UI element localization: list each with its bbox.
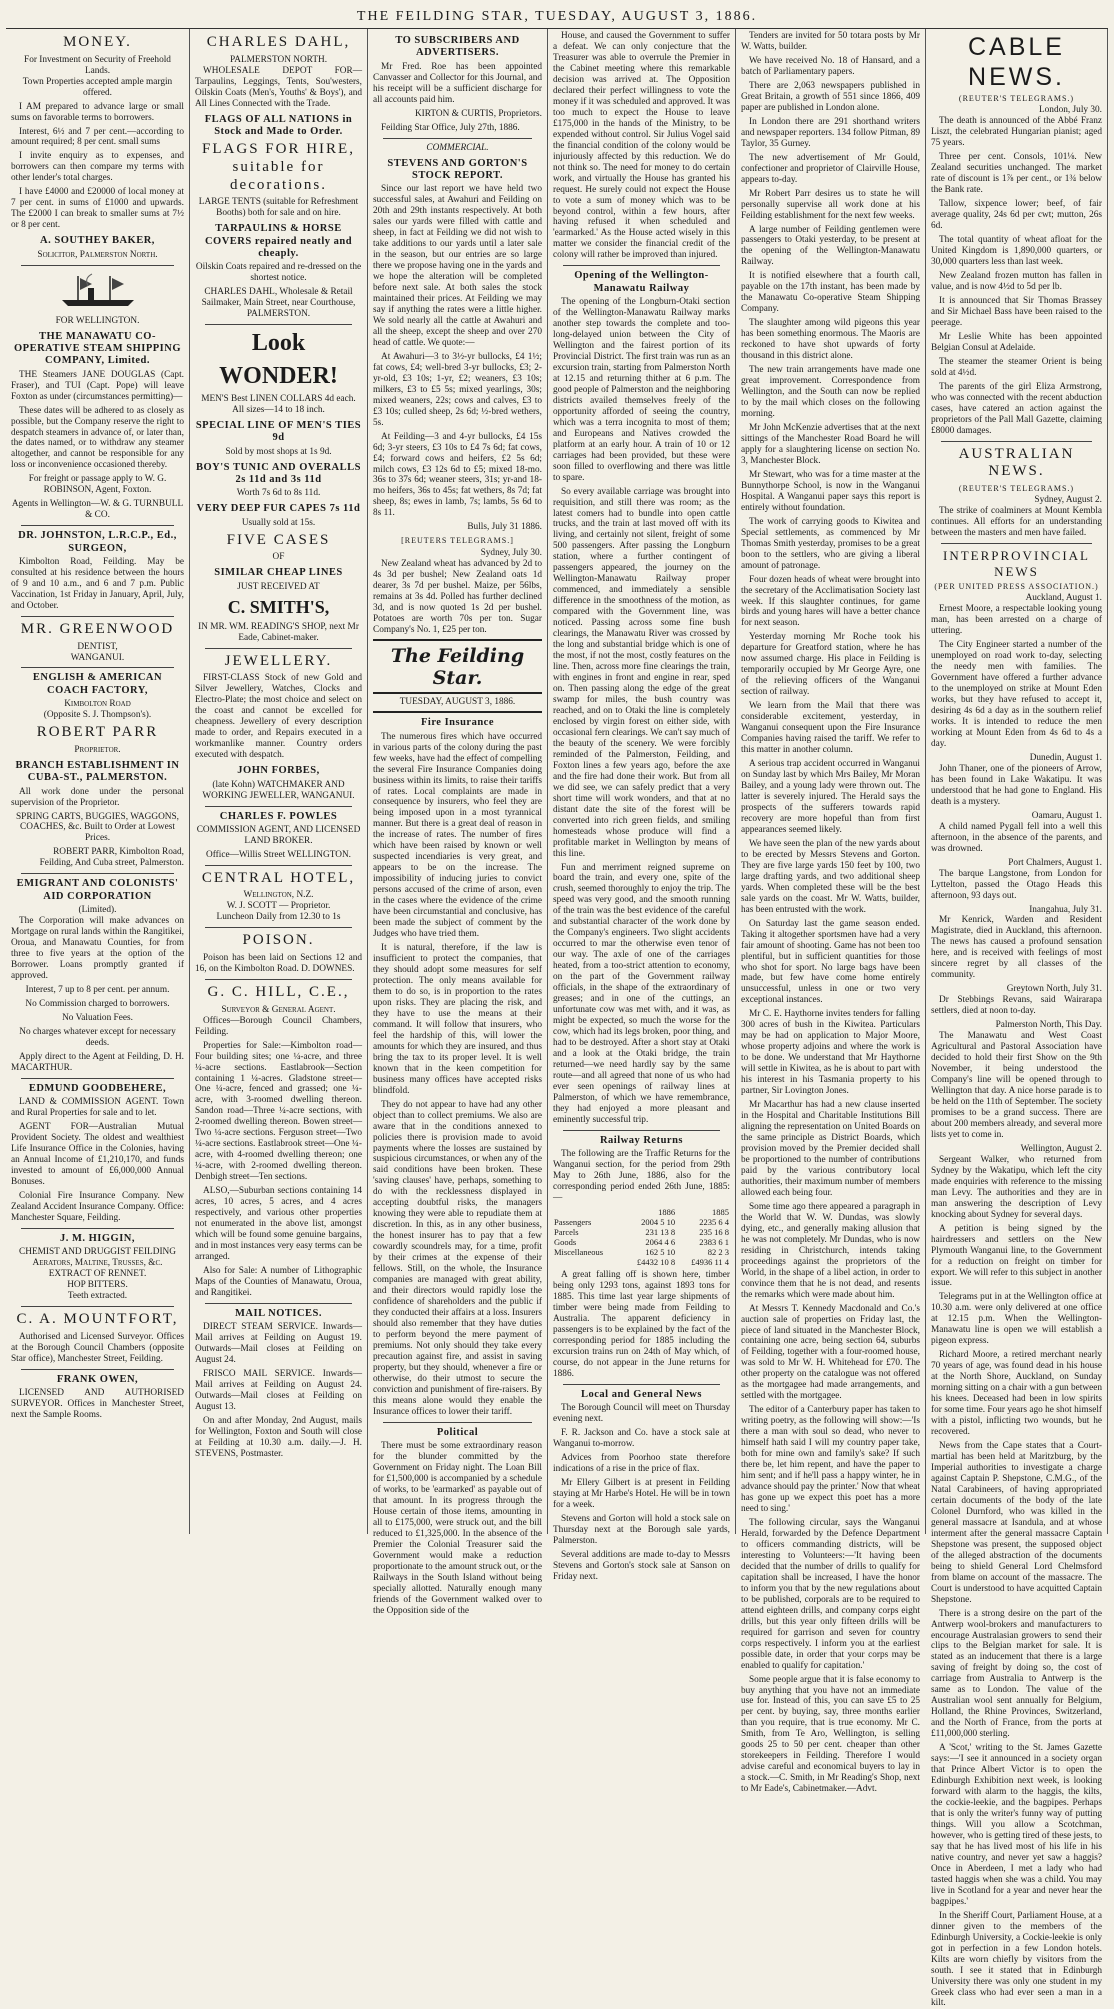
money-heading: MONEY. bbox=[63, 34, 132, 50]
table-row: Passengers 2004 5 10 2235 6 4 bbox=[554, 1216, 729, 1227]
news-para: We have received No. 18 of Hansard, and a batch of Parliamentary papers. bbox=[741, 55, 920, 77]
flags-hire: FLAGS FOR HIRE, suitable for decorations. bbox=[202, 141, 355, 193]
dahl-sub: PALMERSTON NORTH. bbox=[229, 54, 328, 65]
higgin-line-2: EXTRACT OF RENNET. bbox=[48, 1269, 147, 1279]
news-para: Mr Robert Parr desires us to state he will personally supervise all work done at his Feilding establishment for the next few weeks. bbox=[741, 188, 920, 221]
sydney-line: Sydney, July 30. bbox=[480, 547, 542, 558]
news-para: The work of carrying goods to Kiwitea and Special settlements, as commenced by Mr Thomas Smith yesterday, promises to be a great boon to the settlers, who are giving a liberal amount of patronage. bbox=[741, 516, 920, 571]
political-continued: House, and caused the Government to suffer a defeat. We can only conjecture that the Treasurer was able to overrule the Premier in the Cabinet meeting where this remarkable decision was arrived at. The Opposition declared their perfect willingness to vote the money if it was scheduled and approved. It was too much to expect the House to leave £175,000 in the hands of the Ministry, to be expended without control. Sir Julius Vogel said the financial condition of the colony would be injuriously affected by this reduction. We do not think so. The need for money to do certain work, and virtually the House has granted his request. He surely could not expect the House to vote a sum of money which was to be beyond control, within a few hours, after having refused it when scheduled and 'earmarked.' As the House acted wisely in this matter we consider the financial credit of the colony will rather be improved than injured. bbox=[553, 31, 730, 261]
local-para-3: Advices from Poorhoo state therefore indications of a rise in the price of flax. bbox=[553, 1453, 730, 1474]
poison-heading: POISON. bbox=[242, 932, 315, 949]
australian-para: The strike of coalminers at Mount Kembla continues. All efforts for an understanding between the masters and men have failed. bbox=[931, 506, 1102, 539]
returns-para: The following are the Traffic Returns for the Wanganui section, for the period from 29th May to 26th June, 1886, also for the corresponding period ended 26th June, 1885:— bbox=[553, 1149, 730, 1203]
dateline: Inangahua, July 31. bbox=[1029, 904, 1102, 915]
news-para: The new advertisement of Mr Gould, confectioner and proprietor of Clairville House, appears to-day. bbox=[741, 152, 920, 185]
johnston-heading: DR. JOHNSTON, L.R.C.P., Ed., SURGEON, bbox=[18, 530, 177, 554]
oilskin-line: Oilskin Coats repaired and re-dressed on the shortest notice. bbox=[195, 262, 362, 284]
emigrant-para-6: Apply direct to the Agent at Feilding, D. H. MACARTHUR. bbox=[11, 1051, 184, 1073]
australian-news-heading: AUSTRALIAN NEWS. bbox=[958, 445, 1075, 480]
parr-heading: ROBERT PARR bbox=[36, 724, 159, 741]
news-para: Mr John McKenzie advertises that at the next sittings of the Manchester Road Board he will apply for a slaughtering license on section No. 3, Manchester Block. bbox=[741, 422, 920, 466]
cable-news-heading: CABLE NEWS. bbox=[968, 33, 1065, 91]
table-year-1: 1886 bbox=[658, 1206, 676, 1217]
stock-para-3: At Feilding—3 and 4-yr bullocks, £4 15s 6d; 3-yr steers, £3 10s to £4 7s 6d; fat cows, £4; forward cows and heifers, £2 5s 6d; milch cows, £3 12s 6d to £5; mixed 18-mo. 36s to 37s 6d; weaner steers, 31s; yr-and 18-mo heifers, 36s to 45s; fat wethers, 8s 7d; fat sheep, 8s; ewes in lamb, 7s; lambs, 5s 6d to 8s 11. bbox=[373, 431, 542, 519]
money-para-1: I AM prepared to advance large or small sums on favorable terms to borrowers. bbox=[11, 101, 184, 123]
political-heading: Political bbox=[436, 1426, 479, 1438]
column-2 bbox=[190, 29, 368, 1534]
table-total-row bbox=[553, 1257, 730, 1267]
jewellery-para: FIRST-CLASS Stock of new Gold and Silver Jewellery, Watches, Clocks and Electro-Plate; the most choice and select on the coast and cannot be excelled for cheapness. Jewellery of every description made to order, and Repairs executed in a workmanlike manner. Country orders executed with despatch. bbox=[195, 673, 362, 761]
fire-para-3: They do not appear to have had any other object than to collect premiums. We also are aware that in the conditions annexed to policies there is provision made to avoid payments where the losses are sustained by suspicious circumstances, or when any of the said conditions have been broken. These 'saving clauses' have, perhaps, something to do with the recklessness displayed in accepting doubtful risks, the managers knowing they were able to repudiate them at discretion. In this, as in any other business, the honest insurer has to pay that a few cowardly scoundrels may, for a time, profit by their crimes at the expense of their fellows. Still, on the whole, the Insurance companies are managed with great ability, and their directors would rapidly lose the confidence of shareholders and the public if they conducted their affairs at a loss. Insurers should also remember that they have duties to perform beyond the mere payment of premiums. Not only should they take every precaution against fire, and assist in saving property, but they should, whenever a fire or otherwise, do their utmost to secure the conviction and punishment of fire-raisers. By this means alone would they enable the Insurance offices to lower their tariff. bbox=[373, 1099, 542, 1417]
for-wellington: FOR WELLINGTON. bbox=[55, 315, 140, 326]
branch-para-1: All work done under the personal supervision of the Proprietor. bbox=[11, 786, 184, 808]
greenwood-sub: DENTIST, bbox=[77, 641, 118, 652]
dateline: Dunedin, August 1. bbox=[1029, 752, 1102, 763]
inter-para: Mr Kenrick, Warden and Resident Magistrate, died in Auckland, this afternoon. The news has caused a profound sensation here, and is received with feelings of most sincere regret by all classes of the community. bbox=[931, 915, 1102, 981]
local-para-1: The Borough Council will meet on Thursday evening next. bbox=[553, 1403, 730, 1425]
press-label: (PER UNITED PRESS ASSOCIATION.) bbox=[934, 581, 1099, 591]
central-hotel-prop: W. J. SCOTT — Proprietor. bbox=[226, 901, 331, 912]
news-para: Mr C. E. Haythorne invites tenders for falling 300 acres of bush in the Kiwitea. Particulars may be had on application to Major Moore, whose property adjoins and where the work is to be done. We understand that Mr Haythorne will settle in Kiwitea, as he is about to part with his interest in his Tasmania property to his partner, Sir Lovington Jones. bbox=[741, 1009, 920, 1097]
inter-para: A child named Pygall fell into a well this afternoon, in the absence of the parents, and was drowned. bbox=[931, 821, 1102, 854]
traffic-table bbox=[553, 1207, 730, 1267]
railway-returns-heading: Railway Returns bbox=[599, 1134, 684, 1146]
notice-heading: TO SUBSCRIBERS AND ADVERTISERS. bbox=[395, 35, 520, 59]
local-para-4: Mr Ellery Gilbert is at present in Feilding staying at Mr Harbe's Hotel. He will be in town for a week. bbox=[553, 1477, 730, 1510]
dateline: Port Chalmers, August 1. bbox=[1008, 857, 1102, 868]
cable-para: The death is announced of the Abbé Franz Liszt, the celebrated Hungarian pianist; aged 75 years. bbox=[931, 116, 1102, 149]
local-news-heading: Local and General News bbox=[581, 1388, 702, 1400]
also-para: ALSO,—Suburban sections containing 14 acres, 10 acres, 5 acres, and 4 acres respectively, and various other properties not enumerated in the above list, amongst which will be found some genuine bargains, and in most instances very easy terms can be arranged. bbox=[195, 1186, 362, 1263]
news-para: We learn from the Mail that there was considerable excitement, yesterday, in Wanganui consequent upon the Fire Insurance Companies having raised the tariff. We refer to this matter in another column. bbox=[741, 701, 920, 756]
owen-para: LICENSED AND AUTHORISED SURVEYOR. Offices in Manchester Street, next the Sample Rooms. bbox=[11, 1387, 184, 1420]
paper-date: TUESDAY, AUGUST 3, 1886. bbox=[399, 697, 516, 708]
news-para: The editor of a Canterbury paper has taken to writing poetry, as the following will show:—'Is there a man with soul so dead, who never to himself hath said I will my country paper take, both for mine own and family's sake? If such there be, let him repent, and have the paper to him sent; and if he'll pass a happy winter, he in advance should pay the printer.' Now that wheat has gone up we expect this poet has a more need to sing.' bbox=[741, 1405, 920, 1514]
greenwood-heading: MR. GREENWOOD bbox=[20, 620, 175, 637]
news-para: We have seen the plan of the new yards about to be erected by Messrs Stevens and Gorton. They are five large yards 150 feet by 100, two large drafting yards, and two additional sheep yards. When completed these will be the best sale yards on the coast. Mr W. Watts, builder, has been entrusted with the work. bbox=[741, 838, 920, 915]
forbes-heading: JOHN FORBES, bbox=[237, 765, 320, 777]
branch-signature: ROBERT PARR, Kimbolton Road, Feilding, And Cuba street, Palmerston. bbox=[39, 847, 184, 869]
goodbehere-para-1: LAND & COMMISSION AGENT. Town and Rural Properties for sale and to let. bbox=[11, 1097, 184, 1118]
parr-sub: Proprietor. bbox=[74, 744, 121, 755]
mountfort-heading: C. A. MOUNTFORT, bbox=[16, 1310, 179, 1327]
fire-para-2: It is natural, therefore, if the law is insufficient to protect the companies, that they should adopt some measures for self protection. The only means available for them to do so, is in proportion to the rates upon risks. They are placing the risk, and they have to use the means at their command. It will follow that insurers, who feel the hardship of this, will lower the amounts for which they are insured, and thus bring the tax to its proper level. It is well known that in the keen competition for business many offices have accepted risks blindfold. bbox=[373, 943, 542, 1096]
five-cases-sub: OF bbox=[272, 552, 285, 563]
inter-para: There is a strong desire on the part of the Antwerp wool-brokers and manufacturers to encourage Australasian growers to send their clips to the Belgian market for sale. It is stated as an inducement that there is a large saving of freight by doing so, the cost of carriage from Australia to Antwerp is the same as to London. The value of the Australian wool sent annually for Belgium, Holland, the Rhine Provinces, Switzerland, and the North of France, from the ports at £11,000,000 sterling. bbox=[931, 1608, 1102, 1740]
coach-sub-2: (Opposite S. J. Thompson's). bbox=[43, 710, 152, 721]
dateline: Wellington, August 2. bbox=[1020, 1143, 1102, 1154]
money-para-3: I invite enquiry as to expenses, and borrowers can then compare my terms with other lender's total charges. bbox=[11, 151, 184, 184]
coach-heading: ENGLISH & AMERICAN COACH FACTORY, bbox=[32, 672, 163, 696]
news-para: The following circular, says the Wanganui Herald, forwarded by the Defence Department to officers commanding districts, will be interesting to Volunteers:—'It having been decided that the number of drills to qualify for capitation shall be increased, I have the honor to inform you that by the new regulations about to be published, corporals are to be required to attend eighteen drills, and company corps eight drills, but this year only fifteen drills will be required for garrison and seven for country corps respectively. I inform you at the earliest possible date, in order that your corps may be enabled to qualify for capitation.' bbox=[741, 1517, 920, 1671]
goodbehere-heading: EDMUND GOODBEHERE, bbox=[28, 1082, 167, 1094]
inter-para: Dr Stebbings Revans, said Wairarapa settlers, died at noon to-day. bbox=[931, 995, 1102, 1017]
news-para: A large number of Feilding gentlemen were passengers to Otaki yesterday, to be present at the opening of the Wellington-Manawatu Railway. bbox=[741, 224, 920, 268]
notice-date: Feilding Star Office, July 27th, 1886. bbox=[381, 122, 520, 133]
mail-para-1: DIRECT STEAM SERVICE. Inwards—Mail arrives at Feilding on August 19. Outwards—Mail closes at Feilding on August 24. bbox=[195, 1322, 362, 1366]
masthead: THE FEILDING STAR, TUESDAY, AUGUST 3, 1886. bbox=[6, 6, 1108, 29]
political-para: There must be some extraordinary reason for the blunder committed by the Government on Friday night. The Loan Bill for £1,500,000 is accompanied by a schedule of works, to be 'earmarked' as payable out of that amount. In its progress through the House certain of those items, amounting in all to £175,000, were struck out, and the bill reduced to £1,325,000. In the absence of the Premier the Colonial Treasurer said the Government would make a reduction proportionate to the amount struck out, or the Railways in the South Island without being specially allotted. Naturally enough many friends of the Government walked over to the Opposition side of the bbox=[373, 1441, 542, 1616]
paper-title: The Feilding Star. bbox=[390, 644, 525, 689]
cable-para: Mr Leslie White has been appointed Belgian Consul at Adelaide. bbox=[931, 331, 1102, 353]
town-properties: Town Properties accepted ample margin offered. bbox=[22, 76, 173, 98]
reuters-label: [REUTERS TELEGRAMS.] bbox=[401, 536, 514, 546]
stock-report-heading: STEVENS AND GORTON'S STOCK REPORT. bbox=[387, 157, 528, 181]
smith-heading: C. SMITH'S, bbox=[227, 596, 330, 617]
dateline: Auckland, August 1. bbox=[1025, 593, 1102, 604]
table-year-2: 1885 bbox=[712, 1206, 729, 1217]
inter-para: News from the Cape states that a Court-martial has been held at Maritzburg, by the Imperial authorities to investigate a charge against Captain P. Shepstone, C.M.G., of the Natal Carabineers, of having appropriated certain documents of the body of the late Colonel Durnford, who was killed in the general massacre at Isandula, and at whose interment after the general massacre Captain Shepstone was present, the supposed object of the alleged abstraction of the documents being to shield General Lord Chelmsford from blame on account of the massacre. The Court is understood to have acquitted Captain Shepstone. bbox=[931, 1441, 1102, 1605]
overalls-line: BOY'S TUNIC AND OVERALLS 2s 11d and 3s 11d bbox=[196, 461, 361, 485]
dateline: Oamaru, August 1. bbox=[1031, 810, 1102, 821]
baker-sub: Solicitor, Palmerston North. bbox=[37, 249, 158, 260]
steamship-icon bbox=[58, 272, 138, 310]
news-para: The slaughter among wild pigeons this year has been something enormous. The Maoris are reckoned to have shot upwards of forty thousand in this district alone. bbox=[741, 318, 920, 362]
opening-para-3: Fun and merriment reigned supreme on board the train, and every one, spite of the crush, seemed thoroughly to enjoy the trip. The speed was very good, and the smooth running of the train was the best evidence of the careful and substantial character of the work done by the Company's engineers. Two slight accidents occurred to mar the otherwise even tenor of our way. The axle of one of the carriages heated, from a too-strict attention to economy, on the part of the Government railway officials, in the shape of the extraordinary of greases; and in one of the cuttings, an unfortunate cow was met with, and it was, as might be expected, so much the worse for the cow, which had its legs broken, poor thing, and had to be destroyed. After a short stay at Otaki and a look at the Otaki bridge, the train returned—we need hardly say by the same route—and all agreed that none of us who had ever seen openings of railway lines at Palmerston, of which we have remembrance, they had enjoyed a more pleasant and eminently successful trip. bbox=[553, 862, 730, 1125]
tents-heading: LARGE TENTS (suitable for Refreshment Booths) both for sale and on hire. bbox=[198, 197, 359, 219]
cable-para: It is announced that Sir Thomas Brassey and Sir Michael Bass have been raised to the peerage. bbox=[931, 295, 1102, 328]
manawatu-para-3: For freight or passage apply to W. G. ROBINSON, Agent, Foxton. bbox=[28, 474, 167, 496]
returns-para-2: A great falling off is shown here, timber being only 1293 tons, against 1893 tons for 1885. This time last year large shipments of timber were being made from Feilding to Australia. The apparent deficiency in passengers is to be explained by the fact of the corresponding period for 1885 including the excursion trains run on 24th of May which, of course, do not appear in the June returns for 1886. bbox=[553, 1270, 730, 1379]
powles-heading: CHARLES F. POWLES bbox=[219, 810, 338, 822]
powles-office: Office—Willis Street WELLINGTON. bbox=[206, 849, 351, 860]
central-hotel-sub: Wellington, N.Z. bbox=[243, 890, 314, 901]
mail-para-3: On and after Monday, 2nd August, mails for Wellington, Foxton and South will close at Feilding at 10.30 a.m. daily.—J. H. STEVENS, Postmaster. bbox=[195, 1416, 362, 1459]
mail-heading: MAIL NOTICES. bbox=[234, 1307, 323, 1319]
smith-address: IN MR. WM. READING'S SHOP, next Mr Eade, Cabinet-maker. bbox=[198, 621, 359, 643]
powles-sub: COMMISSION AGENT, AND LICENSED LAND BROKER. bbox=[196, 824, 361, 846]
similar-lines: SIMILAR CHEAP LINES bbox=[214, 567, 343, 579]
jewellery-heading: JEWELLERY. bbox=[224, 652, 333, 669]
collars-line: MEN'S Best LINEN COLLARS 4d each. All sizes—14 to 18 inch. bbox=[201, 393, 356, 415]
mountfort-para: Authorised and Licensed Surveyor. Offices at the Borough Council Chambers (opposite Star office), Manchester Street, Feilding. bbox=[11, 1331, 184, 1364]
news-para: Tenders are invited for 50 totara posts by Mr W. Watts, builder. bbox=[741, 31, 920, 52]
dateline: Sydney, August 2. bbox=[1034, 495, 1102, 506]
fire-insurance-heading: Fire Insurance bbox=[420, 717, 494, 729]
higgin-line-4: Teeth extracted. bbox=[67, 1290, 128, 1301]
notice-signature: KIRTON & CURTIS, Proprietors. bbox=[414, 108, 542, 119]
table-row: Miscellaneous 162 5 10 82 2 3 bbox=[554, 1247, 729, 1258]
stock-para-2: At Awahuri—3 to 3½-yr bullocks, £4 1½; fat cows, £4; well-bred 3-yr bullocks, £3; 2-yr-old, £3 10s; 1-yr, £2; weaners, £3 10s; milkers, £3 to £5 5s; mixed yearlings, 30s; mixed weaners, 22s; cows and calves, £3 to £3 10s; culled sheep, 2s 6d; ½-bred wethers, 5s. bbox=[373, 351, 542, 428]
central-hotel-lunch: Luncheon Daily from 12.30 to 1s bbox=[216, 912, 341, 923]
local-para-6: Several additions are made to-day to Messrs Stevens and Gorton's stock sale at Sanson on Friday next. bbox=[553, 1549, 730, 1582]
emigrant-heading: EMIGRANT AND COLONISTS' AID CORPORATION bbox=[16, 878, 179, 902]
table-total-b: £4936 11 4 bbox=[691, 1257, 729, 1268]
news-para: Yesterday morning Mr Roche took his departure for Greatford station, where he has now assumed charge. His place in Feilding is temporarily occupied by Mr George Ayre, one of the relieving officers of the Wanganui section of railway. bbox=[741, 632, 920, 698]
inter-para: Ernest Moore, a respectable looking young man, has been arrested on a charge of uttering. bbox=[931, 604, 1102, 637]
local-para-2: F. R. Jackson and Co. have a stock sale at Wanganui to-morrow. bbox=[553, 1428, 730, 1450]
inter-para: The barque Langstone, from London for Lyttelton, passed the Otago Heads this afternoon, 93 days out. bbox=[931, 868, 1102, 901]
inter-para: A 'Scot,' writing to the St. James Gazette says:—'I see it announced in a society organ that Prince Albert Victor is to open the Edinburgh Exhibition next week, is looking forward with alarm to the haggis, the kilts, the cockie-leekie, and the bagpipes. Perhaps that is only the writer's funny way of putting things. Will you allow a Scotchman, however, who is getting tired of these jests, to say that he has lived most of his life in his native country, and never yet saw a haggis? Once in Aberdeen, I met a lady who had tasted haggis when she was a child. You may live in Scotland for a year and never hear the bagpipes.' bbox=[931, 1743, 1102, 1907]
local-para-5: Stevens and Gorton will hold a stock sale on Thursday next at the Borough sale yards, Palmerston. bbox=[553, 1513, 730, 1546]
opening-para-2: So every available carriage was brought into requisition, and still there was room; as the latest comers had to bundle into open cattle trucks, and the train at last moved off with its living, and certainly not silent, freight of some 500 passengers. After passing the Longburn station, where a further contingent of passengers appeared, the journey on the Wellington-Manawatu Railway proper commenced, and immediately a sensible difference in the smoothness of the motion, as compared with the Government line, was noticed. Passing across some fine bush clearings, the Manawatu River was crossed by the long and substantial bridge which is one of the most, if not the most, costly features on the line. Then, across more fine clearings the train, with engines in front and engine in rear, sped on. Then passing along the edge of the great swamp for miles, the bush country was reached, and on to Otaki the line is completely enclosed by virgin forest on either side, with occasional fern clearings. We can't say much of the beauty of the scenery. We were forcibly reminded of the Palmerston, Feilding, and Foxton lines a few years ago, before the axe and the fire had done their work. But from all we did see, we can safely predict that a very short time will work wonders, and that at no distant date the site of the forest will be converted into rich green fields, and smiling homesteads whose produce will find a profitable market in Wellington by means of this line. bbox=[553, 486, 730, 859]
money-para-2: Interest, 6½ and 7 per cent.—according to amount required; 8 per cent. small sums bbox=[11, 126, 184, 148]
table-total-a: £4432 10 8 bbox=[636, 1257, 676, 1268]
coach-sub: Kimbolton Road bbox=[64, 699, 131, 710]
goodbehere-para-2: AGENT FOR—Australian Mutual Provident Society. The oldest and wealthiest Life Insurance Office in the Colonies, having an Annual Income of £1,210,170, and funds invested to amount of £6,000,000 Annual Bonuses. bbox=[11, 1121, 184, 1187]
emigrant-para-3: No Commission charged to borrowers. bbox=[25, 998, 170, 1009]
hill-para: Properties for Sale:—Kimbolton road—Four building sites; one ¼-acre, and three ¼-acre sections. Eastlabrook—Section containing 1 ¼-acres. Gladstone street—One ¼-acre, fenced and grassed; one ¼-acre, with 3-roomed dwelling thereon. Sandon road—Three ¼-acre sections, with 2-roomed dwelling thereon. Bowen street—Two ¼-acre sections. Ferguson street—Two ¼-acre sections. Eastlabrook street—One ¼-acre, with 4-roomed dwelling thereon; one ¼-acre, with 2-roomed dwelling thereon. Denbigh street—Ten sections. bbox=[195, 1040, 362, 1183]
money-intro: For Investment on Security of Freehold Lands. bbox=[24, 54, 171, 76]
dateline: London, July 30. bbox=[1038, 105, 1102, 116]
capes-sub: Usually sold at 15s. bbox=[241, 517, 316, 528]
reuters-label: (REUTER'S TELEGRAMS.) bbox=[958, 94, 1075, 103]
inter-para: The City Engineer started a number of the unemployed on road work to-day, selecting the needy men with families. The Government have offered a further advance to the unemployed on strike at Mount Eden works, but they have refused to accept it, desiring 4s 6d a day as in the southern relief works. It is intended to reduce the men working at Mount Eden from 4s 6d to 4s a day. bbox=[931, 640, 1102, 749]
higgin-line-1: Aerators, Maltine, Trusses, &c. bbox=[32, 1258, 163, 1269]
columns bbox=[6, 29, 1108, 2009]
manawatu-para-4: Agents in Wellington—W. & G. TURNBULL & CO. bbox=[11, 499, 184, 521]
news-para: It is notified elsewhere that a fourth call, payable on the 17th instant, has been made by the Manawatu Co-operative Steam Shipping Company. bbox=[741, 271, 920, 315]
stock-para-1: Since our last report we have held two successful sales, at Awahuri and Feilding on 20th and 29th instants respectively. At both sales our yards were filled with cattle and sheep, in fact at Feilding we did not wish to take additions to our yards until a later sale in the season, but our entries are so large there we propose having one in the yards and we hope the alteration will be completed before next sale. At both sales the stock maintained their prices. At Feilding we may say if anything the rates were a little higher. We sold nearly all the cattle at Awahuri and all the sheep, except the sheep and over 270 head of cattle. We quote:— bbox=[373, 184, 542, 348]
wheat-para: New Zealand wheat has advanced by 2d to 4s 3d per bushel; New Zealand oats 1d dearer, 3s 7d per bushel. Maize, per 56lbs, remains at 3s 4d. Polled has further declined 3d, and is now quoted 1s 2d per bushel. Potatoes are worth 70s per ton. Sugar Company's No. 1, £25 per ton. bbox=[373, 558, 542, 635]
emigrant-para-5: No charges whatever except for necessary deeds. bbox=[19, 1026, 176, 1048]
manawatu-company-heading: THE MANAWATU CO-OPERATIVE STEAM SHIPPING COMPANY, Limited. bbox=[14, 330, 181, 367]
wonder-heading: WONDER! bbox=[219, 362, 338, 389]
cable-para: Three per cent. Consols, 101⅛. New Zealand securities unchanged. The market rate of discount is 1⅞ per cent., or 1¾ below the Bank rate. bbox=[931, 152, 1102, 196]
reuters-label: (REUTER'S TELEGRAMS.) bbox=[958, 483, 1075, 493]
cable-para: The steamer the steamer Orient is being sold at 4½d. bbox=[931, 356, 1102, 378]
stock-date: Bulls, July 31 1886. bbox=[467, 522, 542, 533]
cable-para: Tallow, sixpence lower; beef, of fair average quality, 24s 6d per cwt; mutton, 26s 6d. bbox=[931, 199, 1102, 232]
news-para: Mr Macarthur has had a new clause inserted in the Hospital and Charitable Institutions Bill aligning the representation on United Boards on the same principle as District Boards, which provision moved by the Premier decided shall be proportioned to the number of contributions paid by the various contributory local authorities, their maximum number of members allowed each being four. bbox=[741, 1100, 920, 1198]
inter-para: In the Sheriff Court, Parliament House, at a dinner given to the members of the Edinburgh University, a Cockie-leekie is only got in perfection in a few London hotels. Kilts are worn chiefly by visitors from the south. I see it stated that in Edinburgh University there was only one student in my Greek class who had ever seen a man in a kilt. bbox=[931, 1910, 1102, 2009]
higgin-sub: CHEMIST AND DRUGGIST FEILDING bbox=[19, 1247, 176, 1258]
column-5 bbox=[736, 29, 926, 1795]
flags-heading: FLAGS OF ALL NATIONS in Stock and Made to Order. bbox=[204, 113, 353, 137]
also-para-2: Also for Sale: A number of Lithographic Maps of the Counties of Manawatu, Oroua, and Rangitikei. bbox=[195, 1265, 362, 1298]
dateline: Greytown North, July 31. bbox=[1006, 984, 1102, 995]
inter-para: Sergeant Walker, who returned from Sydney by the Wakatipu, which left the city made enquiries with reference to the missing man Levy. The authorities and they are in man answering the description of Levy knocking about Sydney for several days. bbox=[931, 1154, 1102, 1220]
johnston-para: Kimbolton Road, Feilding. May be consulted at his residence between the hours of 9 and 10 a.m., and 6 and 7 p.m. Public Vaccination, 1st Friday in January, April, July, and October. bbox=[11, 557, 184, 611]
interprovincial-heading: INTERPROVINCIAL NEWS bbox=[943, 548, 1090, 579]
mail-para-2: FRISCO MAIL SERVICE. Inwards—Mail arrives at Feilding on August 24. Outwards—Mail closes at Feilding on August 13. bbox=[195, 1369, 362, 1413]
received-line: JUST RECEIVED AT bbox=[237, 581, 320, 592]
inter-para: A petition is being signed by the hairdressers and settlers on the New Plymouth Wanganui line, to the Government for a reduction on freight on timber for export. We will refer to this subject in another issue. bbox=[931, 1223, 1102, 1289]
goodbehere-para-3: Colonial Fire Insurance Company. New Zealand Accident Insurance Company. Office: Manchester Square, Feilding. bbox=[11, 1190, 184, 1223]
dahl-heading: CHARLES DAHL, bbox=[206, 34, 351, 50]
news-para: Four dozen heads of wheat were brought into the secretary of the Acclimatisation Society last week. If this slaughter continues, for game birds and young hares will have a better chance for next season. bbox=[741, 574, 920, 629]
central-hotel-heading: CENTRAL HOTEL, bbox=[201, 869, 356, 886]
table-row: Goods 2064 4 6 2383 6 1 bbox=[554, 1237, 729, 1248]
fire-para-1: The numerous fires which have occurred in various parts of the colony during the past few weeks, have had the effect of compelling the several Fire Insurance Companies doing business within its limits, to raise their tariffs of rates. Local complaints are made in consequence by insurers, who feel they are being imposed upon in a most tyrannical manner. But there is a great deal of reason in the increase of rates. The number of fires which have been raised by known or well suspected incendiaries is very great, and appears to be on the increase. The impossibility of inducing juries to convict persons accused of the crime of arson, even in the cases where the evidence of the crime have been circumstantial and conclusive, has been made the subject of comment by the Judges who have tried them. bbox=[373, 731, 542, 940]
inter-para: John Thaner, one of the pioneers of Arrow, has been found in Lake Wakatipu. It was understood that he had gone to England. His death is a mystery. bbox=[931, 763, 1102, 807]
notice-para: Mr Fred. Roe has been appointed Canvasser and Collector for this Journal, and his receipt will be a sufficient discharge for all accounts paid him. bbox=[373, 61, 542, 105]
capes-line: VERY DEEP FUR CAPES 7s 11d bbox=[196, 503, 361, 515]
greenwood-place: WANGANUI. bbox=[70, 652, 125, 663]
dahl-para: WHOLESALE DEPOT FOR—Tarpaulins, Leggings, Tents, Sou'westers, Oilskin Coats (Men's, Youths' & Boys'), and All Lines Connected with the Trade. bbox=[195, 65, 362, 109]
emigrant-para-1: The Corporation will make advances on Mortgage on rural lands within the Rangitikei, Oroua, and Manawatu Counties, for from three to five years at the option of the Borrower. Loans promptly granted if approved. bbox=[11, 916, 184, 981]
inter-para: Richard Moore, a retired merchant nearly 70 years of age, was found dead in his house at the North Shore, Auckland, on Sunday morning sitting on a chair with a gun between his knees. Deceased had been in low spirits for some time. Four years ago he shot himself with a pistol, inflicting two wounds, but he recovered. bbox=[931, 1350, 1102, 1438]
column-1 bbox=[6, 29, 190, 1534]
higgin-heading: J. M. HIGGIN, bbox=[59, 1232, 136, 1244]
column-3 bbox=[368, 29, 548, 1616]
ties-line: SPECIAL LINE OF MEN'S TIES 9d bbox=[195, 419, 362, 444]
news-para: At Messrs T. Kennedy Macdonald and Co.'s auction sale of properties on Friday last, the piece of land situated in the Manchester Block, containing one acre, being section 64, suburbs of Feilding, together with a four-roomed house, was sold to Mr W. H. Whitehead for £70. The other property on the catalogue was not offered as the mortgagee had made arrangements, and settled with the mortgagee. bbox=[741, 1303, 920, 1402]
cable-para: New Zealand frozen mutton has fallen in value, and is now 4½d to 5d per lb. bbox=[931, 271, 1102, 292]
hill-heading: G. C. HILL, C.E., bbox=[207, 984, 350, 1001]
money-para-4: I have £4000 and £20000 of local money at 7 per cent. in sums of £1000 and upwards. The £2000 I can break to smaller sums at 7½ or 8 per cent. bbox=[11, 187, 184, 231]
dateline: Palmerston North, This Day. bbox=[995, 1020, 1102, 1031]
news-para: There are 2,063 newspapers published in Great Britain, a growth of 551 since 1866, 409 paper are published in London alone. bbox=[741, 80, 920, 113]
commercial-heading: COMMERCIAL. bbox=[426, 142, 489, 153]
higgin-line-3: HOP BITTERS. bbox=[67, 1279, 128, 1290]
news-para: Some time ago there appeared a paragraph in the World that W. W. Dundas, was slowly dying, etc., and generally making allusion that he was not completely. Mr Dundas, who is now residing in Christchurch, intends taking proceedings against the proprietors of the World, in the shape of a libel action, in order to convince them that he is not dead, and resents the remarks which were made about him. bbox=[741, 1201, 920, 1300]
branch-para-2: SPRING CARTS, BUGGIES, WAGGONS, COACHES, &c. Built to Order at Lowest Prices. bbox=[15, 811, 180, 844]
news-para: Mr Stewart, who was for a time master at the Bunnythorpe School, is now in the Wanganui Hospital. A Wanganui paper says this report is entirely without foundation. bbox=[741, 469, 920, 513]
column-6 bbox=[926, 29, 1108, 2009]
opening-heading: Opening of the Wellington-Manawatu Railway bbox=[574, 270, 709, 294]
ties-sub: Sold by most shops at 1s 9d. bbox=[225, 446, 332, 457]
dahl-signature: CHARLES DAHL, Wholesale & Retail Sailmaker, Main Street, near Courthouse, PALMERSTON. bbox=[201, 287, 356, 320]
inter-para: Telegrams put in at the Wellington office at 10.30 a.m. were only delivered at one office at 12.15 p.m. When the Wellington-Manawatu line is open we will establish a pigeon express. bbox=[931, 1292, 1102, 1347]
hill-sub: Surveyor & General Agent. bbox=[221, 1004, 336, 1015]
manawatu-para-1: THE Steamers JANE DOUGLAS (Capt. Fraser), and TUI (Capt. Pope) will leave Foxton as under (circumstances permitting)— bbox=[11, 369, 184, 402]
emigrant-para-4: No Valuation Fees. bbox=[62, 1012, 133, 1023]
overalls-sub: Worth 7s 6d to 8s 11d. bbox=[236, 488, 321, 499]
news-para: Some people argue that it is false economy to buy anything that you have not an immediate use for. Instead of this, you can save £5 to 25 per cent. by buying, say, three months earlier than you require, that is true economy. Mr C. Smith, from Te Aro, Wellington, is selling goods 25 to 50 per cent. cheaper than other storekeepers in Feilding. Therefore I would advise careful and economical buyers to lay in a stock.—C. Smith, in Mr Reading's Shop, next to Mr Eade's, Cabinetmaker.—Advt. bbox=[741, 1674, 920, 1795]
branch-heading: BRANCH ESTABLISHMENT IN CUBA-ST., PALMERSTON. bbox=[15, 759, 180, 784]
news-para: On Saturday last the game season ended. Taking it altogether sportsmen have had a very fair amount of shooting. Game has not been too plentiful, but in sufficient quantities for those who shot for sport. No large bags have been made, but few have come home entirely unsuccessful, unless in one or two very exceptional instances. bbox=[741, 918, 920, 1006]
news-para: The new train arrangements have made one great improvement. Correspondence from Wellington, and the South can now be replied to by the mail which closes on the following morning. bbox=[741, 365, 920, 419]
cable-para: The parents of the girl Eliza Armstrong, who was connected with the recent abduction cases, have catered an action against the proprietors of the Pall Mall Gazette, claiming £8000 damages. bbox=[931, 381, 1102, 436]
inter-para: The Manawatu and West Coast Agricultural and Pastoral Association have decided to hold their first Show on the 9th November, it being understood the Company's line will be opened through to Wellington that day. A nice horse parade is to be held on the 11th of September. The society promises to be a grand success. There are about 200 members already, and several more lists yet to come in. bbox=[931, 1031, 1102, 1140]
manawatu-para-2: These dates will be adhered to as closely as possible, but the Company reserve the right to despatch steamers in advance of, or later than, the dates named, or to withdraw any steamer altogether, and cannot be responsible for any loss or inconvenience occasioned thereby. bbox=[11, 405, 184, 471]
column-4 bbox=[548, 29, 736, 1582]
news-para: A serious trap accident occurred in Wanganui on Sunday last by which Mrs Bailey, Mr Moran Bailey, and a young lady were thrown out. The latter is severely injured. The Herald says the prospects of the sufferers towards rapid recovery are more hopeful than from first appearances seemed likely. bbox=[741, 759, 920, 835]
forbes-sub: (late Kohn) WATCHMAKER AND WORKING JEWELLER, WANGANUI. bbox=[202, 779, 355, 801]
table-row: Parcels 231 13 8 235 16 8 bbox=[554, 1227, 729, 1237]
owen-heading: FRANK OWEN, bbox=[56, 1373, 139, 1385]
emigrant-sub: (Limited). bbox=[78, 905, 117, 916]
emigrant-para-2: Interest, 7 up to 8 per cent. per annum. bbox=[25, 984, 170, 995]
look-heading: Look bbox=[251, 330, 306, 357]
tarpaulins-line: TARPAULINS & HORSE COVERS repaired neatly and cheaply. bbox=[204, 223, 353, 260]
opening-para-1: The opening of the Longburn-Otaki section of the Wellington-Manawatu Railway marks another step towards the complete and too-long-delayed union between the City of Wellington and the fairest portion of its Provincial District. The first train was run as an excursion train, starting from Palmerston North at 12.15 and returning thither at 6 p.m. The good people of Palmerston and the neighboring districts availed themselves freely of the opportunity afforded of seeing the country, which was a terra incognita to most of them; and Europeans and Natives crowded the platform at an early hour. A train of 10 or 12 carriages had been provided, but these were soon filled to overflowing and there was little to spare. bbox=[553, 297, 730, 483]
hill-offices: Offices—Borough Council Chambers, Feilding. bbox=[195, 1015, 362, 1037]
baker-name: A. SOUTHEY BAKER, bbox=[40, 235, 155, 247]
five-cases: FIVE CASES bbox=[226, 531, 331, 548]
cable-para: The total quantity of wheat afloat for the United Kingdom is 1,890,000 quarters, or 30,000 quarters less than last week. bbox=[931, 235, 1102, 268]
poison-para: Poison has been laid on Sections 12 and 16, on the Kimbolton Road. D. DOWNES. bbox=[195, 953, 362, 975]
news-para: In London there are 291 shorthand writers and newspaper reporters. 134 follow Pitman, 89 Taylor, 35 Gurney. bbox=[741, 116, 920, 149]
